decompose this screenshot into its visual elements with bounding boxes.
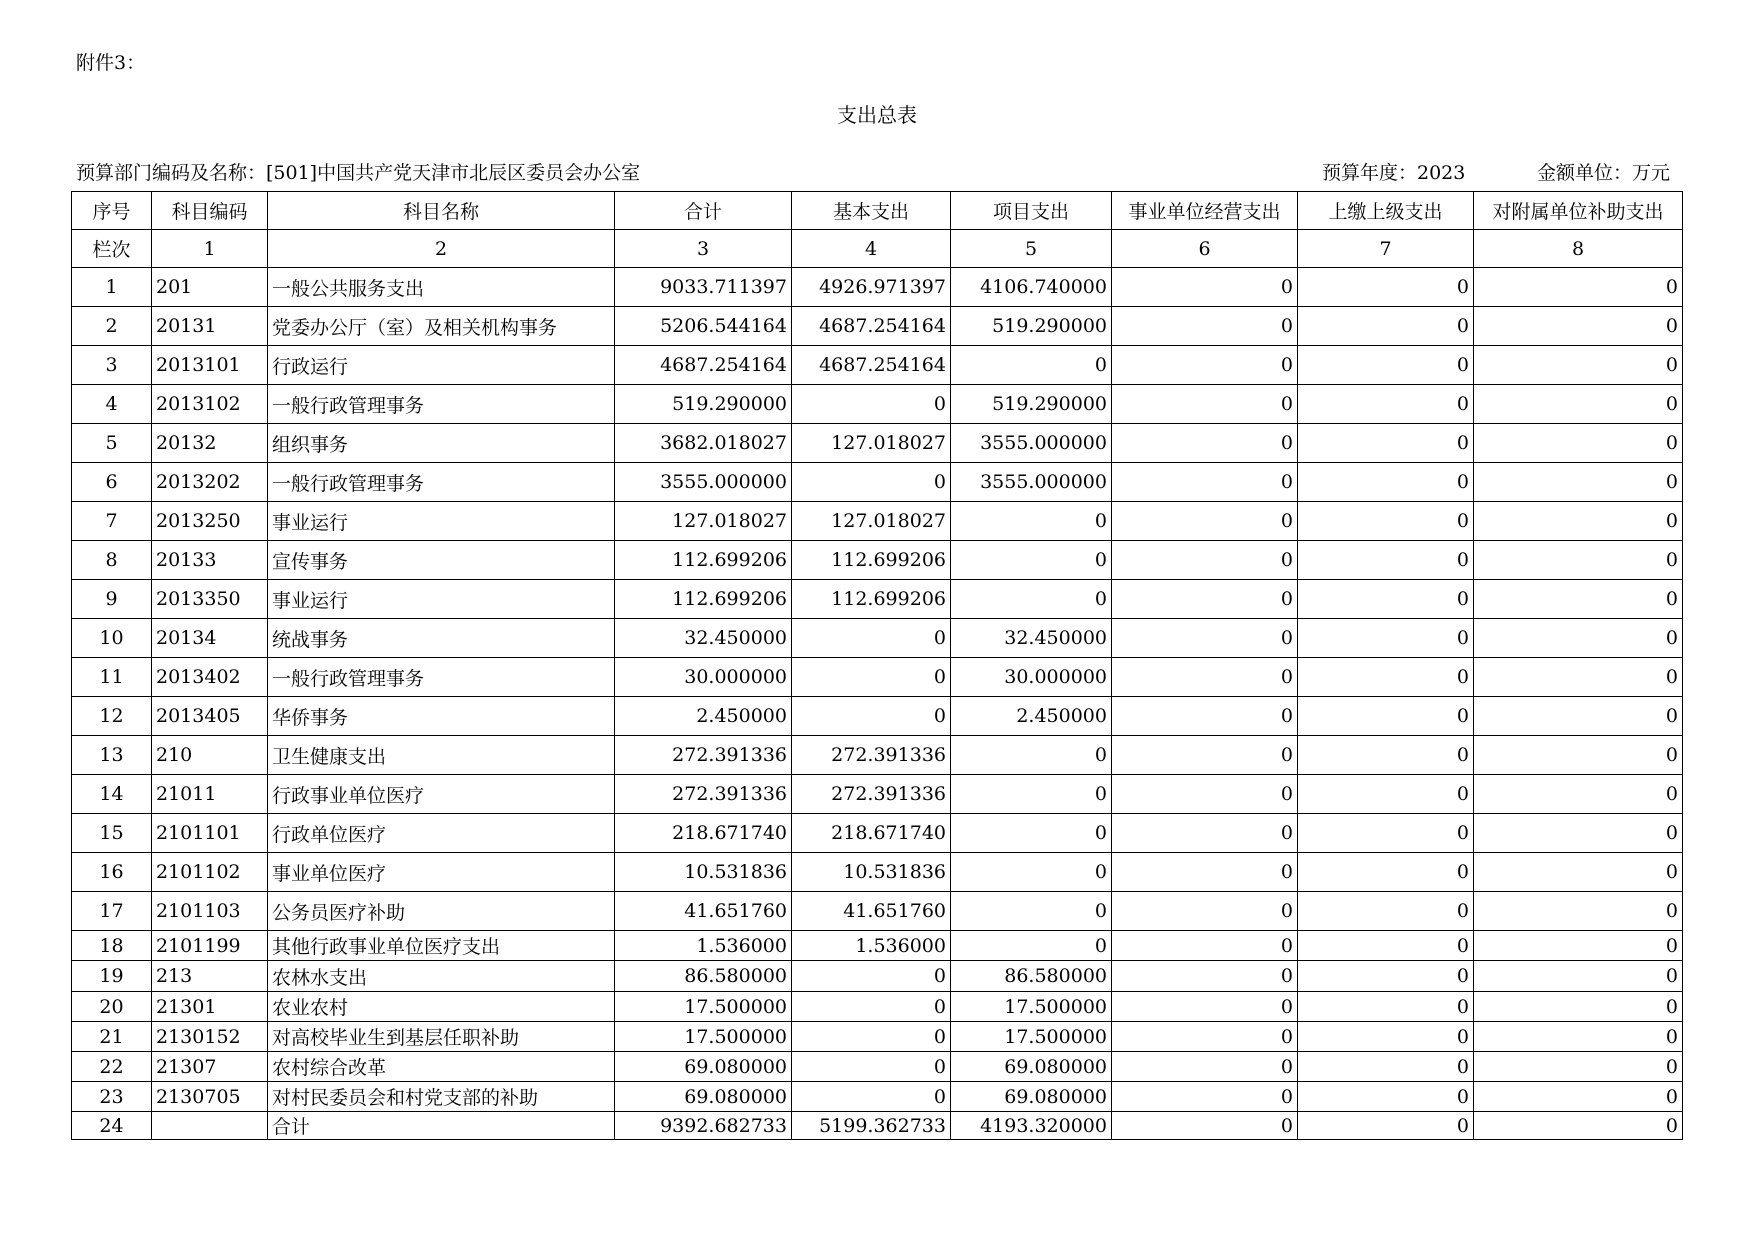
table-row-cell: 0 bbox=[951, 853, 1112, 892]
table-row-cell: 21307 bbox=[152, 1052, 268, 1082]
table-row-cell: 0 bbox=[1112, 502, 1298, 541]
table-row-cell: 0 bbox=[951, 775, 1112, 814]
budget-year-label: 预算年度：2023 bbox=[1322, 162, 1466, 184]
table-row-cell: 行政事业单位医疗 bbox=[268, 775, 615, 814]
table-row-cell: 0 bbox=[951, 346, 1112, 385]
table-row-cell: 0 bbox=[951, 814, 1112, 853]
table-row-cell: 5 bbox=[72, 424, 152, 463]
table-row-cell: 3 bbox=[72, 346, 152, 385]
table-row-cell: 17.500000 bbox=[951, 1022, 1112, 1052]
table-row-cell: 0 bbox=[1112, 424, 1298, 463]
table-row-cell: 2101102 bbox=[152, 853, 268, 892]
table-row-cell: 农林水支出 bbox=[268, 961, 615, 992]
table-row-cell: 农业农村 bbox=[268, 992, 615, 1022]
table-row-cell: 272.391336 bbox=[792, 736, 951, 775]
table-row-cell: 2013101 bbox=[152, 346, 268, 385]
expenditure-table bbox=[71, 191, 1683, 1140]
table-row-cell: 0 bbox=[1112, 541, 1298, 580]
table-row-cell: 14 bbox=[72, 775, 152, 814]
table-row-cell: 公务员医疗补助 bbox=[268, 892, 615, 931]
table-row-cell: 0 bbox=[1112, 463, 1298, 502]
table-row bbox=[72, 424, 1683, 463]
header-row-cell: 事业单位经营支出 bbox=[1112, 192, 1298, 230]
table-row-cell: 112.699206 bbox=[792, 580, 951, 619]
table-row-cell: 9033.711397 bbox=[615, 268, 792, 307]
table-row-cell: 9 bbox=[72, 580, 152, 619]
table-row-cell: 0 bbox=[792, 961, 951, 992]
table-row-cell: 30.000000 bbox=[615, 658, 792, 697]
table-row-cell: 0 bbox=[1298, 992, 1474, 1022]
table-row-cell: 127.018027 bbox=[792, 502, 951, 541]
table-row-cell: 21301 bbox=[152, 992, 268, 1022]
table-row-cell: 0 bbox=[792, 385, 951, 424]
table-row-cell: 69.080000 bbox=[615, 1082, 792, 1112]
table-row-cell: 4106.740000 bbox=[951, 268, 1112, 307]
table-row-cell: 卫生健康支出 bbox=[268, 736, 615, 775]
table-row-cell: 0 bbox=[1298, 268, 1474, 307]
table-row-cell: 0 bbox=[1298, 463, 1474, 502]
table-row-cell: 0 bbox=[1474, 502, 1683, 541]
table-row-cell: 0 bbox=[1474, 853, 1683, 892]
table-row-cell: 对村民委员会和村党支部的补助 bbox=[268, 1082, 615, 1112]
table-row bbox=[72, 697, 1683, 736]
table-row-cell: 112.699206 bbox=[792, 541, 951, 580]
table-row-cell: 0 bbox=[1474, 307, 1683, 346]
table-row-cell: 0 bbox=[1298, 736, 1474, 775]
table-row-cell: 事业运行 bbox=[268, 502, 615, 541]
table-row-cell: 112.699206 bbox=[615, 580, 792, 619]
table-row-cell: 3555.000000 bbox=[615, 463, 792, 502]
table-row-cell: 0 bbox=[1298, 502, 1474, 541]
table-row-cell: 24 bbox=[72, 1112, 152, 1140]
table-row-cell: 0 bbox=[1474, 931, 1683, 961]
table-row-cell: 1.536000 bbox=[792, 931, 951, 961]
table-row-cell: 0 bbox=[1474, 346, 1683, 385]
table-row-cell: 0 bbox=[1474, 580, 1683, 619]
table-row-cell: 17.500000 bbox=[615, 1022, 792, 1052]
table-row bbox=[72, 268, 1683, 307]
table-row-cell: 0 bbox=[1112, 580, 1298, 619]
table-row-cell: 69.080000 bbox=[951, 1052, 1112, 1082]
table-row-cell: 农村综合改革 bbox=[268, 1052, 615, 1082]
header-row-cell: 合计 bbox=[615, 192, 792, 230]
header-row-cell: 基本支出 bbox=[792, 192, 951, 230]
table-row-cell: 2 bbox=[72, 307, 152, 346]
table-row-cell: 17.500000 bbox=[615, 992, 792, 1022]
table-row-cell: 0 bbox=[792, 658, 951, 697]
table-row-cell: 0 bbox=[1112, 992, 1298, 1022]
table-row-cell: 112.699206 bbox=[615, 541, 792, 580]
table-row-cell: 272.391336 bbox=[615, 736, 792, 775]
header-row-cell: 科目编码 bbox=[152, 192, 268, 230]
table-row-cell: 0 bbox=[1298, 346, 1474, 385]
table-row-cell: 0 bbox=[1298, 541, 1474, 580]
table-row-cell: 0 bbox=[1474, 658, 1683, 697]
table-row-cell: 事业单位医疗 bbox=[268, 853, 615, 892]
table-row-cell: 210 bbox=[152, 736, 268, 775]
table-row-cell: 218.671740 bbox=[615, 814, 792, 853]
table-row-cell: 0 bbox=[1298, 619, 1474, 658]
table-row-cell: 一般行政管理事务 bbox=[268, 385, 615, 424]
table-row-cell: 0 bbox=[792, 1052, 951, 1082]
table-row-cell: 10.531836 bbox=[615, 853, 792, 892]
unit-label: 金额单位：万元 bbox=[1537, 162, 1671, 184]
table-row-cell: 0 bbox=[792, 1082, 951, 1112]
table-row-cell: 一般行政管理事务 bbox=[268, 463, 615, 502]
table-row-cell: 0 bbox=[1474, 1022, 1683, 1052]
table-row bbox=[72, 1112, 1683, 1140]
table-row-cell: 0 bbox=[1474, 619, 1683, 658]
table-row-cell: 行政单位医疗 bbox=[268, 814, 615, 853]
table-row-cell: 2013202 bbox=[152, 463, 268, 502]
table-row-cell: 0 bbox=[1112, 1112, 1298, 1140]
table-row-cell: 2013402 bbox=[152, 658, 268, 697]
table-row-cell: 127.018027 bbox=[792, 424, 951, 463]
table-row-cell: 2013405 bbox=[152, 697, 268, 736]
table-row-cell: 0 bbox=[792, 1022, 951, 1052]
table-row-cell: 32.450000 bbox=[615, 619, 792, 658]
table-row-cell: 0 bbox=[1112, 268, 1298, 307]
table-row-cell: 0 bbox=[1112, 892, 1298, 931]
table-row-cell: 2101101 bbox=[152, 814, 268, 853]
table-row-cell: 0 bbox=[1112, 307, 1298, 346]
table-row-cell: 2013102 bbox=[152, 385, 268, 424]
table-row bbox=[72, 1052, 1683, 1082]
table-row-cell: 1 bbox=[72, 268, 152, 307]
table-row-cell: 党委办公厅（室）及相关机构事务 bbox=[268, 307, 615, 346]
table-row bbox=[72, 619, 1683, 658]
table-row-cell: 0 bbox=[1298, 814, 1474, 853]
table-row-cell: 0 bbox=[1474, 1052, 1683, 1082]
column-index-row-cell: 6 bbox=[1112, 230, 1298, 268]
table-row-cell: 41.651760 bbox=[615, 892, 792, 931]
table-row-cell: 9392.682733 bbox=[615, 1112, 792, 1140]
table-row-cell: 4193.320000 bbox=[951, 1112, 1112, 1140]
table-row-cell: 0 bbox=[1474, 892, 1683, 931]
table-row-cell: 0 bbox=[792, 463, 951, 502]
table-row-cell: 11 bbox=[72, 658, 152, 697]
header-row-cell: 项目支出 bbox=[951, 192, 1112, 230]
column-index-row-cell: 1 bbox=[152, 230, 268, 268]
table-row-cell: 0 bbox=[951, 502, 1112, 541]
table-row-cell: 4687.254164 bbox=[792, 307, 951, 346]
table-row-cell: 272.391336 bbox=[792, 775, 951, 814]
table-row-cell: 0 bbox=[1474, 775, 1683, 814]
table-row-cell: 5206.544164 bbox=[615, 307, 792, 346]
table-row-cell: 0 bbox=[1298, 961, 1474, 992]
table-row-cell: 0 bbox=[951, 541, 1112, 580]
header-row-cell: 科目名称 bbox=[268, 192, 615, 230]
table-row bbox=[72, 992, 1683, 1022]
table-row-cell: 合计 bbox=[268, 1112, 615, 1140]
table-row bbox=[72, 502, 1683, 541]
table-row-cell: 519.290000 bbox=[615, 385, 792, 424]
table-row-cell: 0 bbox=[1298, 853, 1474, 892]
table-row-cell: 0 bbox=[1474, 268, 1683, 307]
table-row-cell: 0 bbox=[1298, 580, 1474, 619]
table-row-cell: 32.450000 bbox=[951, 619, 1112, 658]
table-row bbox=[72, 346, 1683, 385]
table-row-cell: 1.536000 bbox=[615, 931, 792, 961]
table-row bbox=[72, 385, 1683, 424]
table-row-cell: 19 bbox=[72, 961, 152, 992]
table-row-cell: 21011 bbox=[152, 775, 268, 814]
column-index-row-cell: 栏次 bbox=[72, 230, 152, 268]
table-row-cell: 0 bbox=[1474, 961, 1683, 992]
table-row bbox=[72, 541, 1683, 580]
table-row-cell: 20 bbox=[72, 992, 152, 1022]
table-row-cell: 0 bbox=[1474, 541, 1683, 580]
table-row-cell: 0 bbox=[1112, 1052, 1298, 1082]
table-row-cell: 0 bbox=[1112, 853, 1298, 892]
table-row-cell: 0 bbox=[1298, 307, 1474, 346]
table-row-cell: 4926.971397 bbox=[792, 268, 951, 307]
table-row-cell: 0 bbox=[1298, 1052, 1474, 1082]
table-row-cell: 其他行政事业单位医疗支出 bbox=[268, 931, 615, 961]
table-row-cell: 10.531836 bbox=[792, 853, 951, 892]
table-row bbox=[72, 658, 1683, 697]
table-row-cell: 3555.000000 bbox=[951, 424, 1112, 463]
table-row-cell: 0 bbox=[1112, 814, 1298, 853]
column-index-row-cell: 7 bbox=[1298, 230, 1474, 268]
table-row bbox=[72, 853, 1683, 892]
table-row-cell: 12 bbox=[72, 697, 152, 736]
table-row bbox=[72, 775, 1683, 814]
table-row-cell: 0 bbox=[1112, 346, 1298, 385]
table-row-cell: 0 bbox=[1474, 424, 1683, 463]
table-row-cell: 3555.000000 bbox=[951, 463, 1112, 502]
table-row-cell: 对高校毕业生到基层任职补助 bbox=[268, 1022, 615, 1052]
table-row bbox=[72, 1082, 1683, 1112]
table-row-cell: 0 bbox=[1112, 619, 1298, 658]
table-row-cell: 0 bbox=[951, 931, 1112, 961]
table-row-cell: 0 bbox=[951, 580, 1112, 619]
table-row-cell: 519.290000 bbox=[951, 307, 1112, 346]
table-row-cell: 7 bbox=[72, 502, 152, 541]
table-row-cell: 0 bbox=[1112, 385, 1298, 424]
table-row-cell: 0 bbox=[1474, 1082, 1683, 1112]
table-row-cell: 2130705 bbox=[152, 1082, 268, 1112]
table-row-cell: 0 bbox=[1298, 658, 1474, 697]
table-row-cell: 0 bbox=[792, 992, 951, 1022]
table-row-cell: 统战事务 bbox=[268, 619, 615, 658]
table-row-cell: 86.580000 bbox=[615, 961, 792, 992]
table-row-cell: 宣传事务 bbox=[268, 541, 615, 580]
table-row bbox=[72, 892, 1683, 931]
table-row-cell: 69.080000 bbox=[615, 1052, 792, 1082]
header-row-cell: 上缴上级支出 bbox=[1298, 192, 1474, 230]
table-row bbox=[72, 580, 1683, 619]
table-row-cell: 0 bbox=[1298, 385, 1474, 424]
table-row-cell: 69.080000 bbox=[951, 1082, 1112, 1112]
table-row-cell: 0 bbox=[792, 619, 951, 658]
table-row-cell: 0 bbox=[1112, 1022, 1298, 1052]
table-row-cell: 0 bbox=[1112, 961, 1298, 992]
column-index-row-cell: 4 bbox=[792, 230, 951, 268]
table-row-cell: 21 bbox=[72, 1022, 152, 1052]
table-row-cell: 2130152 bbox=[152, 1022, 268, 1052]
table-row-cell: 30.000000 bbox=[951, 658, 1112, 697]
table-row-cell: 22 bbox=[72, 1052, 152, 1082]
table-row-cell: 18 bbox=[72, 931, 152, 961]
table-row-cell: 0 bbox=[1474, 697, 1683, 736]
table-row bbox=[72, 1022, 1683, 1052]
table-row-cell: 0 bbox=[1112, 1082, 1298, 1112]
table-row-cell: 20133 bbox=[152, 541, 268, 580]
table-title: 支出总表 bbox=[837, 103, 917, 127]
table-row-cell: 4 bbox=[72, 385, 152, 424]
table-row-cell: 23 bbox=[72, 1082, 152, 1112]
header-row-cell: 对附属单位补助支出 bbox=[1474, 192, 1683, 230]
table-row-cell: 0 bbox=[1112, 775, 1298, 814]
table-row-cell: 2013350 bbox=[152, 580, 268, 619]
table-row-cell: 2.450000 bbox=[615, 697, 792, 736]
attachment-label: 附件3： bbox=[76, 52, 146, 74]
table-row bbox=[72, 931, 1683, 961]
table-row-cell: 华侨事务 bbox=[268, 697, 615, 736]
table-row-cell: 17 bbox=[72, 892, 152, 931]
column-index-row-cell: 3 bbox=[615, 230, 792, 268]
table-row bbox=[72, 814, 1683, 853]
table-row-cell: 2.450000 bbox=[951, 697, 1112, 736]
table-row-cell: 组织事务 bbox=[268, 424, 615, 463]
table-row-cell: 218.671740 bbox=[792, 814, 951, 853]
table-row-cell: 0 bbox=[1112, 736, 1298, 775]
table-row-cell: 0 bbox=[1112, 697, 1298, 736]
table-row-cell: 0 bbox=[1474, 1112, 1683, 1140]
table-row-cell: 0 bbox=[1112, 931, 1298, 961]
table-row bbox=[72, 736, 1683, 775]
table-row-cell: 20132 bbox=[152, 424, 268, 463]
table-row-cell: 0 bbox=[951, 892, 1112, 931]
table-row-cell: 0 bbox=[792, 697, 951, 736]
table-row-cell: 0 bbox=[1298, 892, 1474, 931]
table-row-cell: 86.580000 bbox=[951, 961, 1112, 992]
header-row bbox=[72, 192, 1683, 230]
table-row-cell: 一般行政管理事务 bbox=[268, 658, 615, 697]
table-row-cell: 20134 bbox=[152, 619, 268, 658]
table-row bbox=[72, 961, 1683, 992]
table-row-cell: 0 bbox=[1474, 463, 1683, 502]
table-row-cell: 2101103 bbox=[152, 892, 268, 931]
table-row-cell: 0 bbox=[1298, 1022, 1474, 1052]
table-row-cell: 10 bbox=[72, 619, 152, 658]
column-index-row-cell: 5 bbox=[951, 230, 1112, 268]
table-row-cell: 2101199 bbox=[152, 931, 268, 961]
table-row-cell: 0 bbox=[1474, 992, 1683, 1022]
table-row bbox=[72, 307, 1683, 346]
table-row-cell: 一般公共服务支出 bbox=[268, 268, 615, 307]
table-row-cell: 0 bbox=[1298, 697, 1474, 736]
table-row bbox=[72, 463, 1683, 502]
table-row-cell: 4687.254164 bbox=[615, 346, 792, 385]
table-row-cell: 16 bbox=[72, 853, 152, 892]
column-index-row-cell: 2 bbox=[268, 230, 615, 268]
table-row-cell: 0 bbox=[1298, 1082, 1474, 1112]
table-row-cell: 0 bbox=[1474, 385, 1683, 424]
table-row-cell: 127.018027 bbox=[615, 502, 792, 541]
table-row-cell: 6 bbox=[72, 463, 152, 502]
column-index-row-cell: 8 bbox=[1474, 230, 1683, 268]
table-row-cell: 17.500000 bbox=[951, 992, 1112, 1022]
table-row-cell: 213 bbox=[152, 961, 268, 992]
table-row-cell: 41.651760 bbox=[792, 892, 951, 931]
table-row-cell: 0 bbox=[1112, 658, 1298, 697]
header-row-cell: 序号 bbox=[72, 192, 152, 230]
table-row-cell: 事业运行 bbox=[268, 580, 615, 619]
table-row-cell: 0 bbox=[1474, 736, 1683, 775]
table-row-cell: 2013250 bbox=[152, 502, 268, 541]
table-row-cell: 0 bbox=[951, 736, 1112, 775]
table-row-cell: 3682.018027 bbox=[615, 424, 792, 463]
table-row-cell: 20131 bbox=[152, 307, 268, 346]
column-index-row bbox=[72, 230, 1683, 268]
table-row-cell: 行政运行 bbox=[268, 346, 615, 385]
table-row-cell bbox=[152, 1112, 268, 1140]
table-row-cell: 13 bbox=[72, 736, 152, 775]
table-row-cell: 519.290000 bbox=[951, 385, 1112, 424]
table-row-cell: 201 bbox=[152, 268, 268, 307]
table-row-cell: 0 bbox=[1298, 775, 1474, 814]
table-row-cell: 272.391336 bbox=[615, 775, 792, 814]
table-row-cell: 0 bbox=[1298, 424, 1474, 463]
table-row-cell: 5199.362733 bbox=[792, 1112, 951, 1140]
table-row-cell: 8 bbox=[72, 541, 152, 580]
table-row-cell: 0 bbox=[1298, 931, 1474, 961]
table-row-cell: 4687.254164 bbox=[792, 346, 951, 385]
table-row-cell: 0 bbox=[1474, 814, 1683, 853]
table-row-cell: 0 bbox=[1298, 1112, 1474, 1140]
table-row-cell: 15 bbox=[72, 814, 152, 853]
department-label: 预算部门编码及名称：[501]中国共产党天津市北辰区委员会办公室 bbox=[76, 162, 641, 184]
